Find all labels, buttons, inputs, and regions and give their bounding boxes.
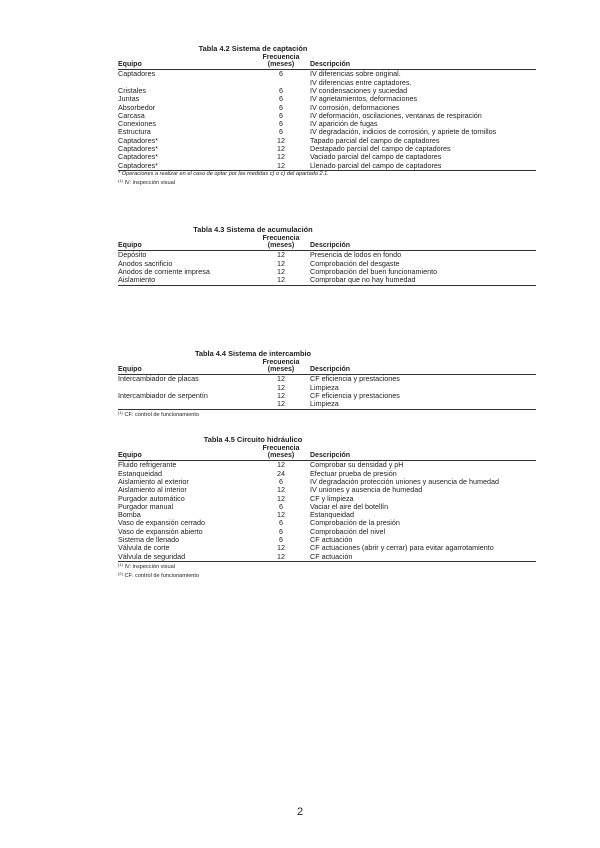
cell-descripcion: Comprobación del desgaste <box>310 258 400 268</box>
cell-descripcion: Limpieza <box>310 399 339 409</box>
cell-frecuencia: 6 <box>279 127 283 137</box>
table-row <box>118 276 536 284</box>
cell-frecuencia: 6 <box>279 501 283 511</box>
footnote-marker: (1) <box>118 561 123 567</box>
table-header <box>118 359 536 375</box>
cell-equipo: Absorbedor <box>118 103 156 112</box>
cell-equipo: Cristales <box>118 87 146 95</box>
footnote-marker: (1) <box>118 177 123 183</box>
table-title: Tabla 4.2 Sistema de captación <box>198 44 308 53</box>
cell-equipo: Captadores* <box>118 136 158 145</box>
table-row <box>118 400 536 408</box>
cell-descripcion: Vaciar el aire del botellín <box>310 501 389 511</box>
table-body <box>118 70 536 171</box>
cell-frecuencia: 6 <box>279 518 283 528</box>
cell-descripcion: IV corrosión, deformaciones <box>310 102 400 112</box>
header-descripcion: Descripción <box>310 60 351 68</box>
cell-equipo: Aislamiento <box>118 276 156 285</box>
table-sistema-acumulacion <box>118 225 570 286</box>
cell-frecuencia: 6 <box>279 94 283 104</box>
cell-descripcion: Comprobación de la presión <box>310 518 400 528</box>
cell-equipo: Vaso de expansión abierto <box>118 527 203 536</box>
cell-equipo <box>118 384 256 392</box>
cell-frecuencia: 12 <box>277 493 285 503</box>
cell-frecuencia: 6 <box>279 86 283 95</box>
cell-frecuencia: 12 <box>277 460 285 470</box>
table-header <box>118 445 536 461</box>
table-footnote <box>118 171 570 178</box>
cell-descripcion: Comprobación del buen funcionamiento <box>310 267 438 276</box>
cell-descripcion: CF eficiencia y prestaciones <box>310 374 400 384</box>
cell-descripcion: CF actuación <box>310 535 353 545</box>
header-equipo: Equipo <box>118 451 142 459</box>
footnote-text: IV: inspección visual <box>124 563 175 570</box>
cell-descripcion: Llenado parcial del campo de captadores <box>310 160 442 170</box>
table-footnote <box>118 562 570 571</box>
cell-descripcion: CF eficiencia y prestaciones <box>310 391 400 400</box>
cell-frecuencia: 12 <box>277 551 285 561</box>
footnote-marker: (2) <box>118 570 123 576</box>
cell-descripcion: Efectuar prueba de presión <box>310 468 397 478</box>
footnote-text: IV: inspección visual <box>124 179 175 186</box>
table-sistema-captacion <box>118 44 570 186</box>
header-descripcion: Descripción <box>310 451 351 459</box>
cell-descripcion: Comprobación del nivel <box>310 526 386 536</box>
cell-descripcion: CF y limpieza <box>310 493 354 503</box>
table-body <box>118 251 536 286</box>
cell-equipo: Depósito <box>118 251 147 260</box>
table-title: Tabla 4.4 Sistema de intercambio <box>194 349 312 358</box>
table-header <box>118 235 536 251</box>
cell-equipo <box>118 400 256 408</box>
table-row <box>118 162 536 170</box>
cell-equipo: Estructura <box>118 128 151 137</box>
table-title: Tabla 4.3 Sistema de acumulación <box>193 225 313 234</box>
cell-descripcion: IV uniones y ausencia de humedad <box>310 485 423 495</box>
cell-equipo: Captadores <box>118 70 156 79</box>
cell-descripcion: Comprobar que no hay humedad <box>310 275 416 285</box>
cell-frecuencia: 12 <box>277 258 285 268</box>
cell-frecuencia: 12 <box>277 391 285 400</box>
cell-frecuencia: 12 <box>277 374 285 384</box>
cell-frecuencia: 12 <box>277 267 285 276</box>
table-footnote <box>118 178 570 187</box>
header-descripcion: Descripción <box>310 365 351 373</box>
header-frecuencia: Frecuencia (meses) <box>262 54 300 69</box>
header-descripcion: Descripción <box>310 241 351 249</box>
cell-equipo: Juntas <box>118 95 140 104</box>
cell-descripcion: IV deformación, oscilaciones, ventanas de respiración <box>310 110 482 120</box>
cell-descripcion: IV aparición de fugas <box>310 119 378 129</box>
cell-frecuencia: 12 <box>277 144 285 154</box>
cell-frecuencia: 24 <box>277 468 285 478</box>
cell-frecuencia: 12 <box>277 250 285 260</box>
cell-equipo: Conexiones <box>118 120 156 129</box>
header-equipo: Equipo <box>118 365 142 373</box>
cell-equipo: Captadores* <box>118 145 158 154</box>
cell-equipo: Vaso de expansión cerrado <box>118 519 205 528</box>
cell-descripcion: IV degradación, indicios de corrosión, y apriete de tornillos <box>310 127 497 137</box>
cell-descripcion: Estanqueidad <box>310 510 354 520</box>
cell-equipo: Bomba <box>118 511 141 520</box>
table-row <box>118 553 536 561</box>
cell-frecuencia: 6 <box>279 535 283 545</box>
cell-equipo: Captadores* <box>118 161 158 170</box>
cell-equipo: Intercambiador de placas <box>118 375 199 384</box>
footnote-text: * Operaciones a realizar en el caso de optar por las medidas c) o c) del apartado 2.1. <box>118 170 329 177</box>
table-body <box>118 461 536 562</box>
footnote-text: CF: control de funcionamiento <box>124 572 200 579</box>
table-sistema-intercambio <box>118 349 570 418</box>
cell-equipo: Válvula de corte <box>118 544 170 553</box>
cell-descripcion: IV condensaciones y suciedad <box>310 86 408 95</box>
footnote-marker: (1) <box>118 409 123 415</box>
header-frecuencia: Frecuencia (meses) <box>262 235 300 250</box>
cell-frecuencia: 12 <box>277 135 285 145</box>
cell-equipo <box>118 79 256 87</box>
header-frecuencia: Frecuencia (meses) <box>262 359 300 374</box>
cell-frecuencia: 12 <box>277 485 285 495</box>
cell-equipo: Captadores* <box>118 153 158 162</box>
cell-frecuencia: 12 <box>277 382 285 392</box>
cell-frecuencia: 6 <box>279 526 283 536</box>
cell-descripcion: IV degradación protección uniones y ausencia de humedad <box>310 477 500 486</box>
header-equipo: Equipo <box>118 241 142 249</box>
table-body <box>118 375 536 410</box>
cell-equipo: Purgador automático <box>118 494 185 503</box>
cell-equipo: Válvula de seguridad <box>118 552 186 561</box>
header-equipo: Equipo <box>118 60 142 68</box>
cell-equipo: Ánodos de corriente impresa <box>118 268 210 276</box>
cell-equipo: Estanqueidad <box>118 469 162 478</box>
cell-descripcion: IV diferencias sobre original. <box>310 69 401 79</box>
cell-frecuencia: 6 <box>279 477 283 486</box>
cell-frecuencia: 12 <box>277 510 285 520</box>
cell-descripcion: Presencia de lodos en fondo <box>310 250 402 260</box>
cell-descripcion: Comprobar su densidad y pH <box>310 460 404 470</box>
cell-frecuencia: 12 <box>277 275 285 285</box>
cell-frecuencia: 6 <box>279 119 283 129</box>
cell-equipo: Purgador manual <box>118 502 174 511</box>
header-frecuencia: Frecuencia (meses) <box>262 445 300 460</box>
cell-equipo: Sistema de llenado <box>118 536 180 545</box>
cell-frecuencia: 6 <box>279 110 283 120</box>
cell-descripcion: Destapado parcial del campo de captadores <box>310 144 451 154</box>
table-footnote <box>118 410 570 419</box>
cell-descripcion: Vaciado parcial del campo de captadores <box>310 152 442 162</box>
cell-descripcion: CF actuaciones (abrir y cerrar) para evitar agarrotamiento <box>310 543 494 553</box>
cell-descripcion: Tapado parcial del campo de captadores <box>310 135 440 145</box>
table-footnote <box>118 571 570 580</box>
cell-frecuencia: 12 <box>277 160 285 170</box>
cell-equipo: Aislamiento al exterior <box>118 478 189 486</box>
cell-equipo: Ánodos sacrificio <box>118 259 173 268</box>
cell-frecuencia: 6 <box>279 102 283 112</box>
table-circuito-hidraulico <box>118 435 570 579</box>
cell-frecuencia: 12 <box>277 543 285 553</box>
cell-equipo: Carcasa <box>118 111 145 120</box>
cell-equipo: Intercambiador de serpentín <box>118 392 208 400</box>
table-header <box>118 54 536 70</box>
cell-descripcion: IV diferencias entre captadores. <box>310 77 412 87</box>
cell-equipo: Aislamiento al interior <box>118 486 187 495</box>
footnote-text: CF: control de funcionamiento <box>124 411 200 418</box>
page-number: 2 <box>296 806 304 818</box>
cell-frecuencia: 12 <box>277 399 285 409</box>
cell-descripcion: IV agrietamientos, deformaciones <box>310 94 418 104</box>
cell-descripcion: CF actuación <box>310 551 353 561</box>
table-title: Tabla 4.5 Circuito hidráulico <box>203 435 303 444</box>
cell-frecuencia: 6 <box>279 69 283 79</box>
cell-descripcion: Limpieza <box>310 382 339 392</box>
cell-equipo: Fluido refrigerante <box>118 461 177 470</box>
cell-frecuencia: 12 <box>277 152 285 162</box>
